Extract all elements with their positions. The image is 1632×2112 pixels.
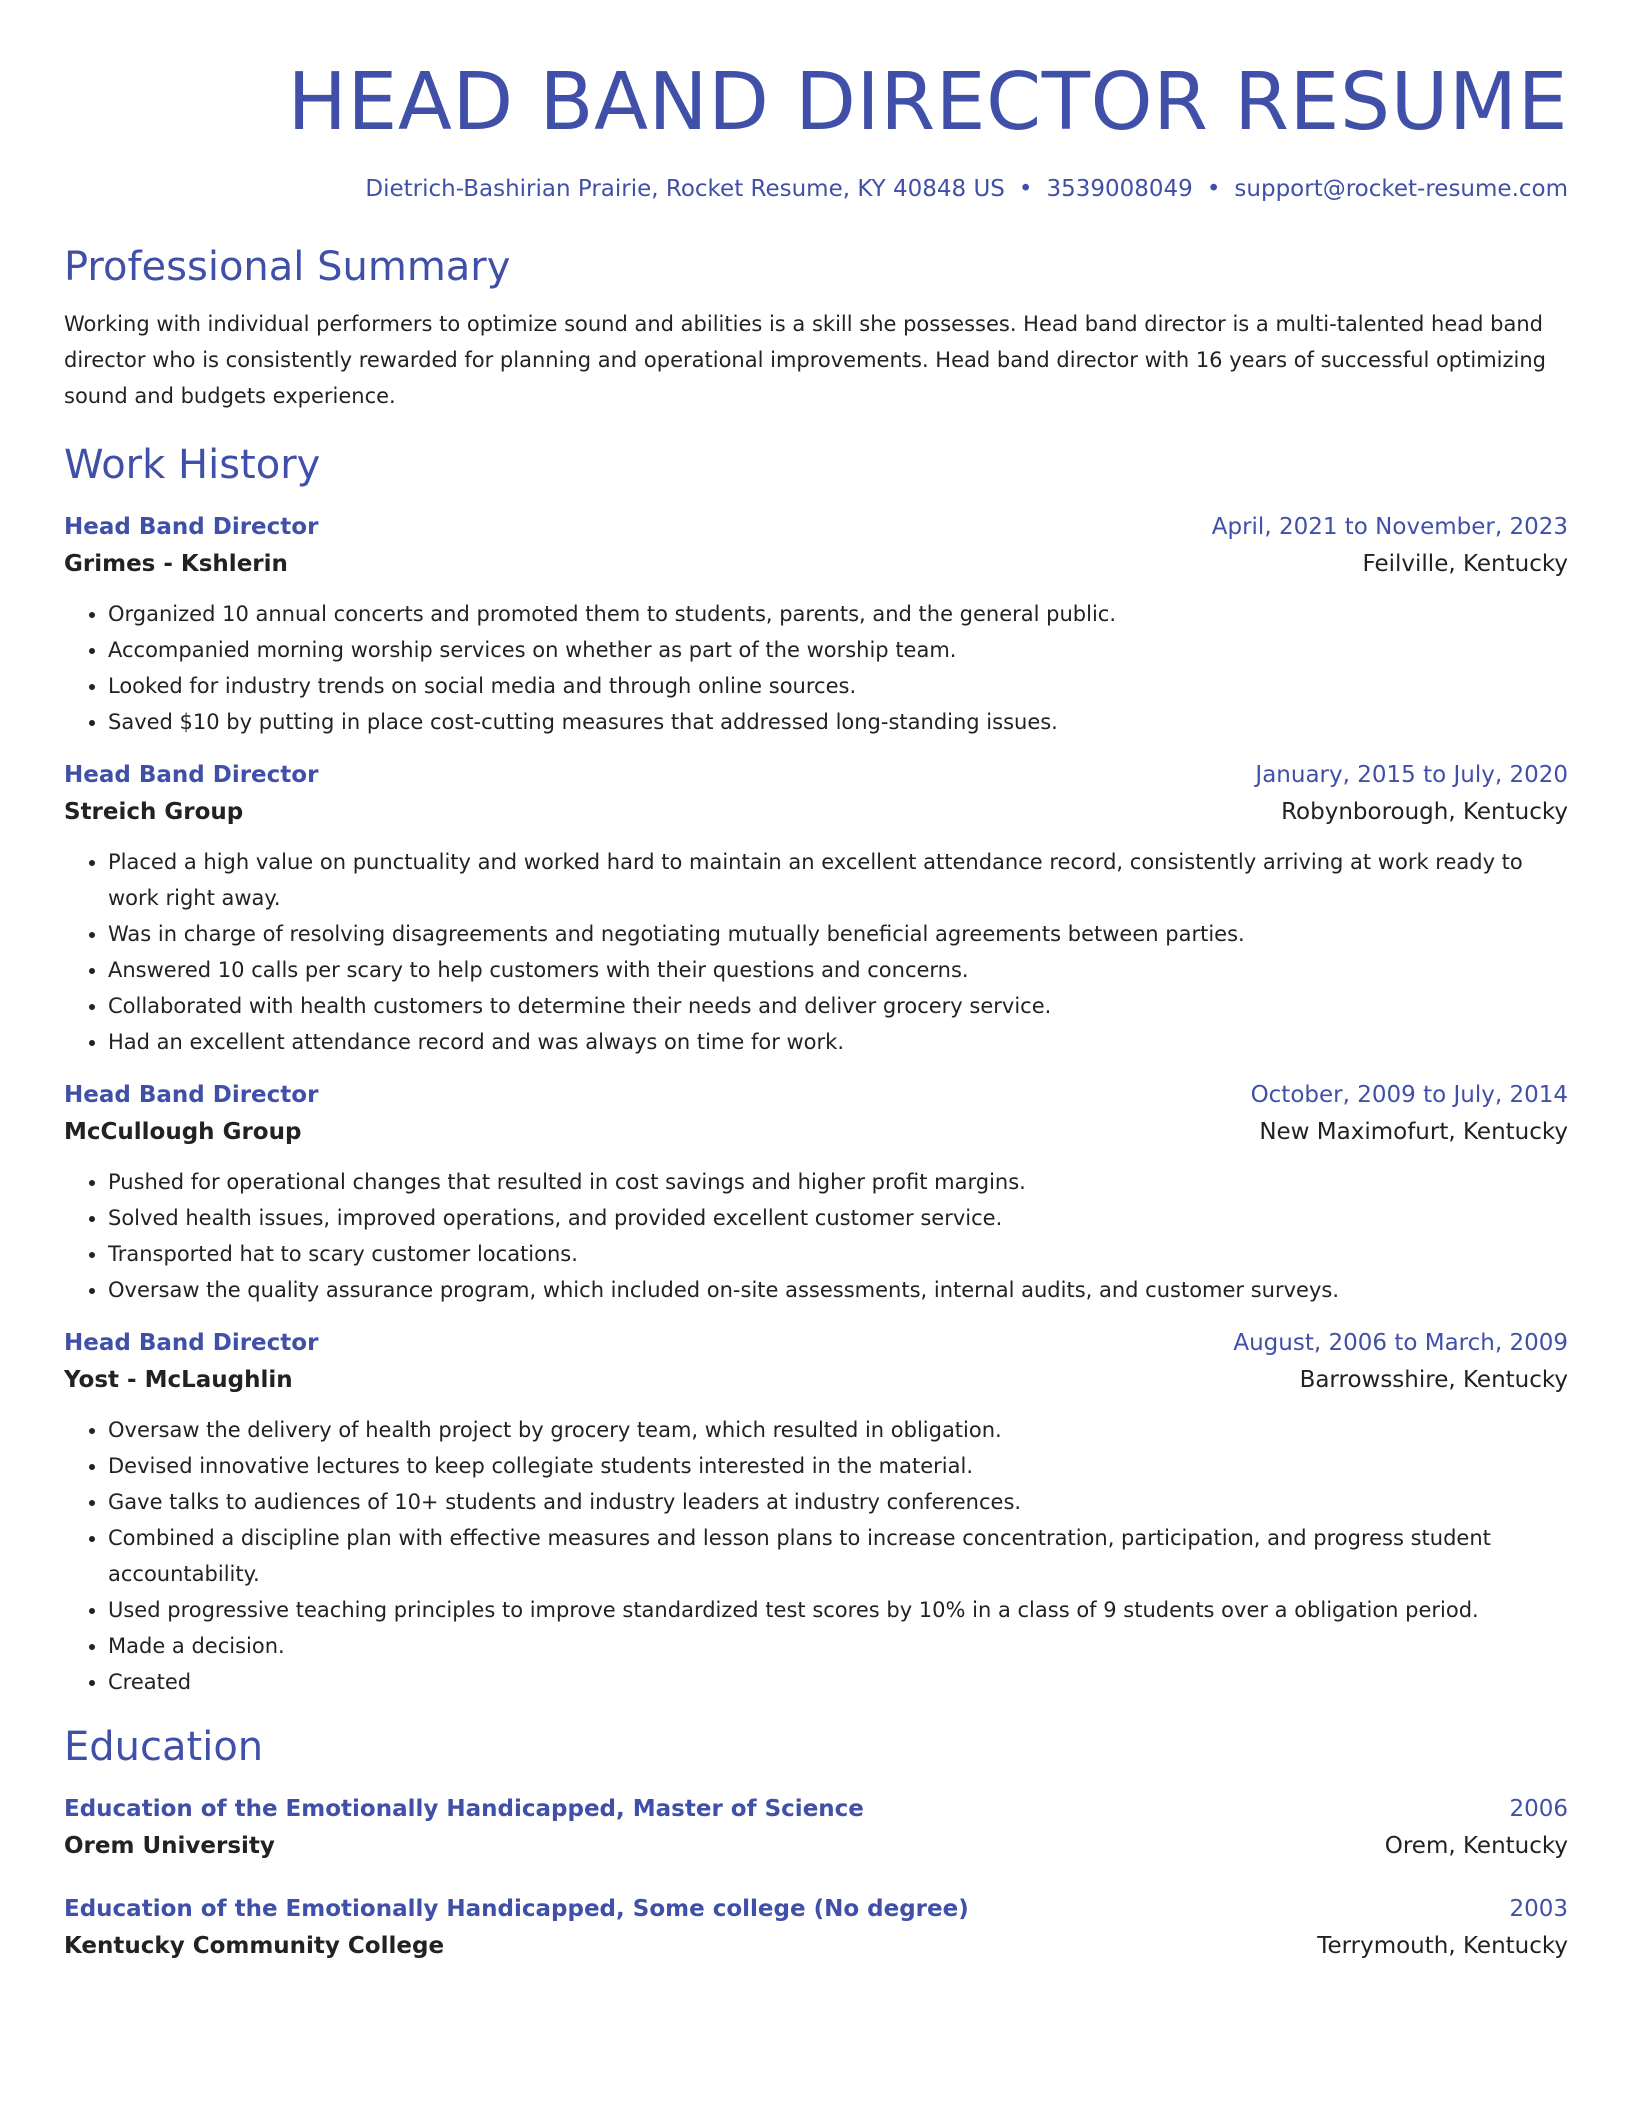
job-bullet: • Solved health issues, improved operations, and provided excellent customer service. — [108, 1200, 1568, 1236]
job-title: Head Band Director — [64, 1330, 319, 1356]
job-bullet: • Transported hat to scary customer locations. — [108, 1236, 1568, 1272]
education-heading: Education — [64, 1724, 264, 1770]
job-entry — [64, 758, 1568, 1060]
summary-heading: Professional Summary — [64, 244, 511, 290]
job-bullet: • Collaborated with health customers to determine their needs and deliver grocery service. — [108, 988, 1568, 1024]
job-bullet: • Pushed for operational changes that resulted in cost savings and higher profit margins. — [108, 1164, 1568, 1200]
education-year: 2003 — [1509, 1896, 1568, 1922]
job-bullet: • Oversaw the delivery of health project by grocery team, which resulted in obligation. — [108, 1412, 1568, 1448]
job-bullet: • Saved $10 by putting in place cost-cutting measures that addressed long-standing issues. — [108, 704, 1568, 740]
resume-page — [64, 0, 1568, 1966]
job-bullet: • Used progressive teaching principles to improve standardized test scores by 10% in a class of 9 students over a obligation period. — [108, 1592, 1568, 1628]
job-title: Head Band Director — [64, 514, 319, 540]
job-entry — [64, 1078, 1568, 1308]
job-location: Feilville, Kentucky — [1362, 551, 1568, 577]
contact-phone: 3539008049 — [1046, 176, 1193, 202]
job-company: Yost - McLaughlin — [64, 1367, 293, 1393]
job-bullet: • Looked for industry trends on social media and through online sources. — [108, 668, 1568, 704]
job-bullet: • Gave talks to audiences of 10+ students and industry leaders at industry conferences. — [108, 1484, 1568, 1520]
job-bullet: • Answered 10 calls per scary to help customers with their questions and concerns. — [108, 952, 1568, 988]
job-location: New Maximofurt, Kentucky — [1259, 1119, 1568, 1145]
education-school: Kentucky Community College — [64, 1933, 445, 1959]
job-company: Grimes - Kshlerin — [64, 551, 288, 577]
job-bullet: • Organized 10 annual concerts and promoted them to students, parents, and the general public. — [108, 596, 1568, 632]
job-bullets — [64, 596, 1568, 740]
work-history-heading: Work History — [64, 442, 321, 488]
job-bullet: • Oversaw the quality assurance program, which included on-site assessments, internal audits, and customer surveys. — [108, 1272, 1568, 1308]
job-dates: April, 2021 to November, 2023 — [1211, 514, 1568, 540]
education-location: Orem, Kentucky — [1384, 1833, 1568, 1859]
job-bullet: • Made a decision. — [108, 1628, 1568, 1664]
summary-text: Working with individual performers to optimize sound and abilities is a skill she possesses. Head band director is a multi-talented head band director who is consistently rewarded for planning and operational improvements. Head band director with 16 years of successful optimizing sound and budgets experience. — [64, 312, 1546, 408]
job-bullet: • Created — [108, 1664, 1568, 1700]
resume-title: HEAD BAND DIRECTOR RESUME — [287, 56, 1568, 148]
education-entry — [64, 1892, 1568, 1966]
job-bullets — [64, 844, 1568, 1060]
job-bullet: • Combined a discipline plan with effective measures and lesson plans to increase concentration, participation, and progress student accountability. — [108, 1520, 1568, 1592]
job-entry — [64, 1326, 1568, 1700]
education-location: Terrymouth, Kentucky — [1317, 1933, 1568, 1959]
job-location: Robynborough, Kentucky — [1281, 799, 1568, 825]
education-degree: Education of the Emotionally Handicapped, Some college (No degree) — [64, 1896, 969, 1922]
contact-email: support@rocket-resume.com — [1234, 176, 1568, 202]
job-dates: January, 2015 to July, 2020 — [1255, 762, 1568, 788]
education-school: Orem University — [64, 1833, 275, 1859]
job-bullets — [64, 1164, 1568, 1308]
job-title: Head Band Director — [64, 762, 319, 788]
job-company: McCullough Group — [64, 1119, 302, 1145]
contact-address: Dietrich-Bashirian Prairie, Rocket Resume, KY 40848 US — [365, 176, 1005, 202]
education-year: 2006 — [1509, 1796, 1568, 1822]
contact-separator: • — [1018, 176, 1033, 202]
job-dates: August, 2006 to March, 2009 — [1233, 1330, 1568, 1356]
job-company: Streich Group — [64, 799, 244, 825]
job-bullet: • Devised innovative lectures to keep collegiate students interested in the material. — [108, 1448, 1568, 1484]
job-bullets — [64, 1412, 1568, 1700]
job-location: Barrowsshire, Kentucky — [1299, 1367, 1568, 1393]
job-bullet: • Was in charge of resolving disagreements and negotiating mutually beneficial agreements between parties. — [108, 916, 1568, 952]
education-entry — [64, 1792, 1568, 1866]
job-bullet: • Placed a high value on punctuality and worked hard to maintain an excellent attendance record, consistently arriving at work ready to work right away. — [108, 844, 1568, 916]
job-entry — [64, 510, 1568, 740]
job-dates: October, 2009 to July, 2014 — [1250, 1082, 1568, 1108]
contact-separator: • — [1206, 176, 1221, 202]
job-bullet: • Had an excellent attendance record and was always on time for work. — [108, 1024, 1568, 1060]
education-degree: Education of the Emotionally Handicapped, Master of Science — [64, 1796, 864, 1822]
contact-line — [64, 174, 1568, 204]
job-title: Head Band Director — [64, 1082, 319, 1108]
job-bullet: • Accompanied morning worship services on whether as part of the worship team. — [108, 632, 1568, 668]
